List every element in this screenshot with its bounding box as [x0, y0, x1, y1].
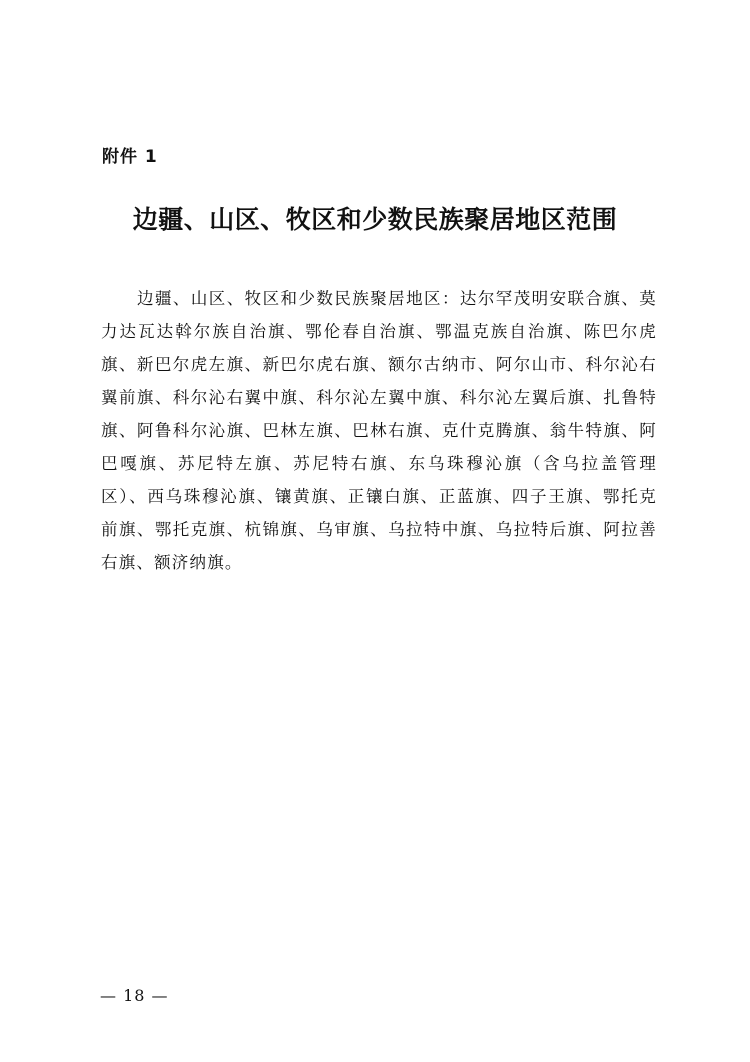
body-paragraph: 边疆、山区、牧区和少数民族聚居地区：达尔罕茂明安联合旗、莫力达瓦达斡尔族自治旗、鄂伦春自治旗、鄂温克族自治旗、陈巴尔虎旗、新巴尔虎左旗、新巴尔虎右旗、额尔古纳市、阿尔山市、科尔沁右翼前旗、科尔沁右翼中旗、科尔沁左翼中旗、科尔沁左翼后旗、扎鲁特旗、阿鲁科尔沁旗、巴林左旗、巴林右旗、克什克腾旗、翁牛特旗、阿巴嘎旗、苏尼特左旗、苏尼特右旗、东乌珠穆沁旗（含乌拉盖管理区）、西乌珠穆沁旗、镶黄旗、正镶白旗、正蓝旗、四子王旗、鄂托克前旗、鄂托克旗、杭锦旗、乌审旗、乌拉特中旗、乌拉特后旗、阿拉善右旗、额济纳旗。 — [101, 289, 657, 572]
attachment-label: 附件 1 — [102, 147, 158, 167]
page-number: — 18 — — [100, 986, 169, 1005]
page-title: 边疆、山区、牧区和少数民族聚居地区范围 — [132, 205, 618, 234]
